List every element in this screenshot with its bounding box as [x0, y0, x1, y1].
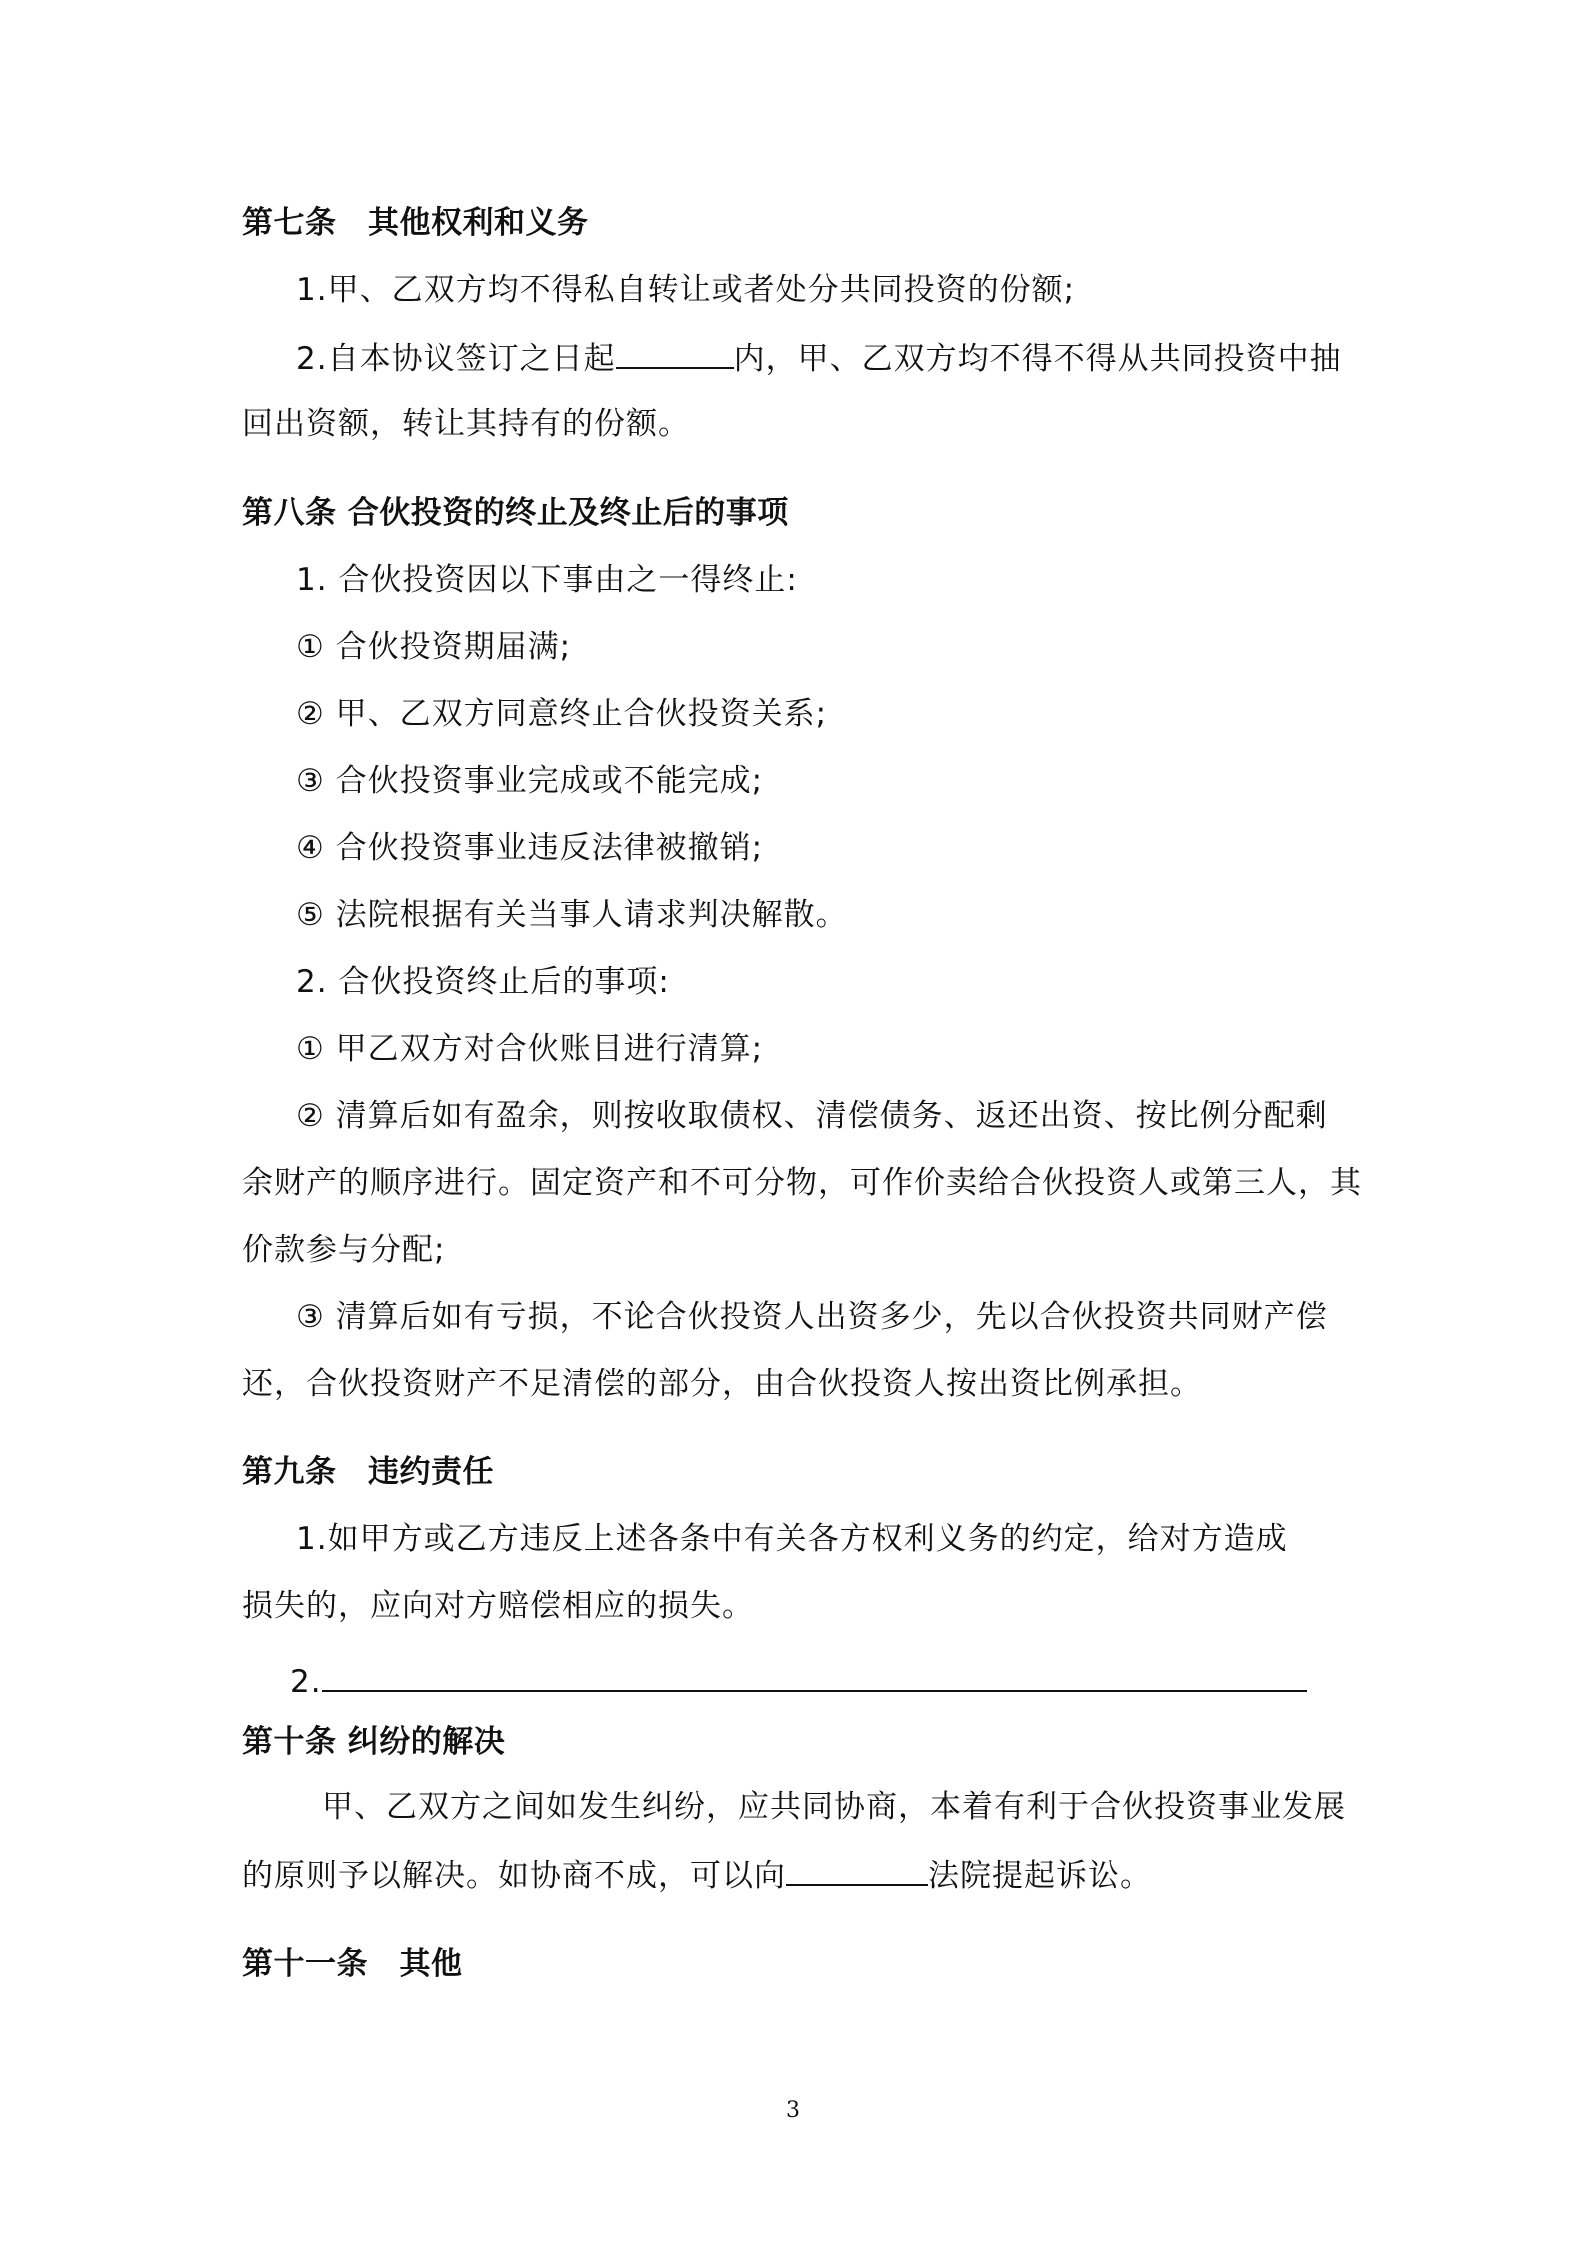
article-7-item-2-prefix: 2.自本协议签订之日起: [296, 341, 616, 377]
article-9-heading: 第九条 违约责任: [242, 1454, 494, 1490]
article-7-item-2-line-2: 回出资额，转让其持有的份额。: [242, 406, 690, 442]
article-8-after-1: ① 甲乙双方对合伙账目进行清算;: [296, 1031, 764, 1067]
page-number: 3: [786, 2098, 800, 2123]
article-8-item-2: 2. 合伙投资终止后的事项:: [296, 964, 670, 1000]
article-10-line-2: [242, 1854, 1152, 1896]
article-7-item-2-line-1: [296, 337, 1342, 379]
article-7-heading: 第七条 其他权利和义务: [242, 205, 589, 241]
article-10-heading: 第十条 纠纷的解决: [242, 1724, 506, 1760]
article-10-line-1: 甲、乙双方之间如发生纠纷，应共同协商，本着有利于合伙投资事业发展: [322, 1789, 1346, 1825]
article-9-item-1-line-2: 损失的，应向对方赔偿相应的损失。: [242, 1588, 754, 1624]
article-8-heading: 第八条 合伙投资的终止及终止后的事项: [242, 495, 789, 531]
article-9-item-1-line-1: 1.如甲方或乙方违反上述各条中有关各方权利义务的约定，给对方造成: [296, 1521, 1288, 1557]
article-8-reason-4: ④ 合伙投资事业违反法律被撤销;: [296, 830, 764, 866]
article-10-line-2-prefix: 的原则予以解决。如协商不成，可以向: [242, 1858, 786, 1894]
article-10-line-2-suffix: 法院提起诉讼。: [928, 1858, 1152, 1894]
article-8-reason-1: ① 合伙投资期届满;: [296, 629, 572, 665]
article-8-after-3-line-1: ③ 清算后如有亏损，不论合伙投资人出资多少，先以合伙投资共同财产偿: [296, 1299, 1328, 1335]
article-8-reason-2: ② 甲、乙双方同意终止合伙投资关系;: [296, 696, 828, 732]
article-8-reason-3: ③ 合伙投资事业完成或不能完成;: [296, 763, 764, 799]
blank-period-field: [616, 337, 734, 369]
article-8-after-3-line-2: 还，合伙投资财产不足清偿的部分，由合伙投资人按出资比例承担。: [242, 1366, 1202, 1402]
article-7-item-2-suffix: 内，甲、乙双方均不得不得从共同投资中抽: [733, 341, 1342, 377]
article-8-item-1: 1. 合伙投资因以下事由之一得终止:: [296, 562, 798, 598]
blank-line-field: [322, 1660, 1307, 1692]
blank-court-field: [786, 1854, 928, 1886]
article-9-item-2-number: 2.: [290, 1664, 322, 1700]
article-8-after-2-line-1: ② 清算后如有盈余，则按收取债权、清偿债务、返还出资、按比例分配剩: [296, 1098, 1328, 1134]
article-8-after-2-line-2: 余财产的顺序进行。固定资产和不可分物，可作价卖给合伙投资人或第三人，其: [242, 1165, 1362, 1201]
article-9-item-2: [290, 1660, 1307, 1702]
article-7-item-1: 1.甲、乙双方均不得私自转让或者处分共同投资的份额;: [296, 272, 1076, 308]
article-8-after-2-line-3: 价款参与分配;: [242, 1232, 446, 1268]
article-11-heading: 第十一条 其他: [242, 1946, 463, 1982]
article-8-reason-5: ⑤ 法院根据有关当事人请求判决解散。: [296, 897, 848, 933]
